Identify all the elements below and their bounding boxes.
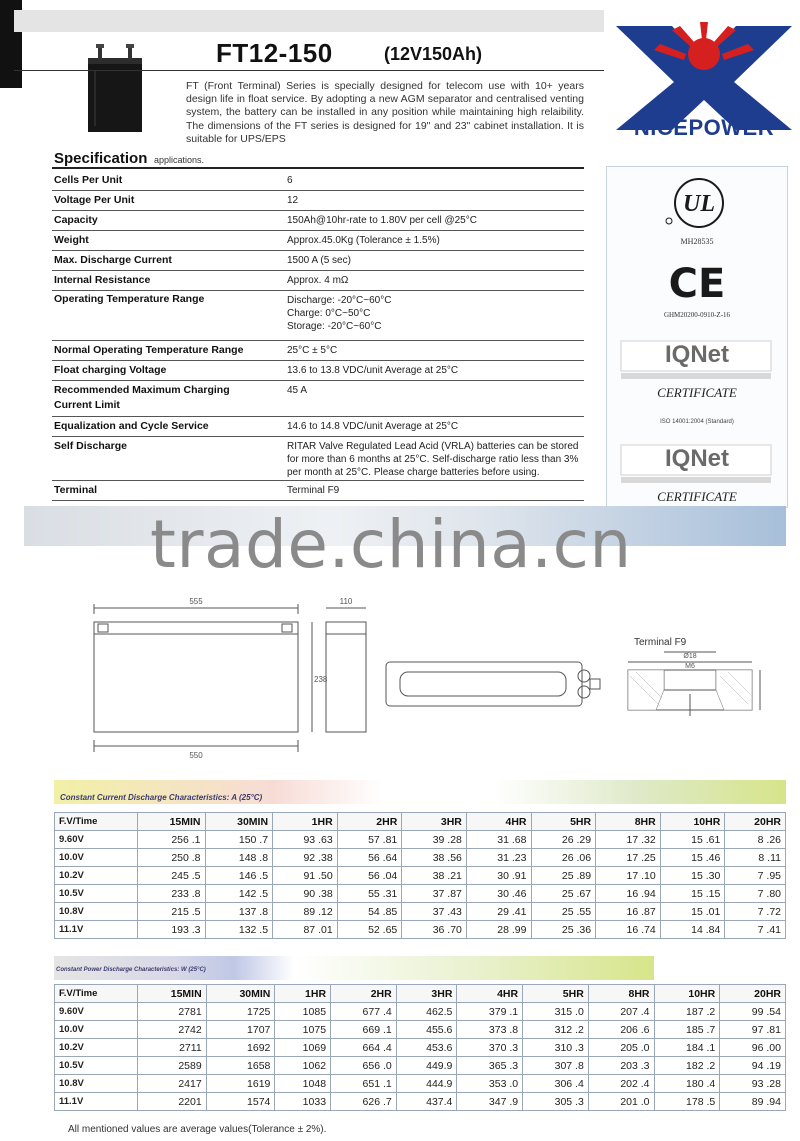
value-cell: 30 .91 bbox=[466, 867, 531, 885]
value-cell: 7 .72 bbox=[725, 903, 786, 921]
value-cell: 205 .0 bbox=[588, 1039, 654, 1057]
value-cell: 15 .01 bbox=[660, 903, 725, 921]
value-cell: 1085 bbox=[275, 1003, 331, 1021]
dim-width: 110 bbox=[339, 597, 353, 606]
spec-row bbox=[52, 230, 584, 251]
value-cell: 30 .46 bbox=[466, 885, 531, 903]
value-cell: 7 .41 bbox=[725, 921, 786, 939]
model-title: FT12-150 bbox=[216, 38, 333, 68]
value-cell: 16 .94 bbox=[596, 885, 661, 903]
value-cell: 2711 bbox=[138, 1039, 207, 1057]
spec-key: Capacity bbox=[54, 214, 98, 226]
value-cell: 39 .28 bbox=[402, 831, 467, 849]
spec-row bbox=[52, 380, 584, 417]
dim-inner-length: 550 bbox=[189, 751, 203, 760]
voltage-cell: 10.2V bbox=[55, 1039, 138, 1057]
header-cell: 3HR bbox=[402, 813, 467, 831]
value-cell: 656 .0 bbox=[331, 1057, 397, 1075]
voltage-cell: 10.5V bbox=[55, 885, 138, 903]
table-row bbox=[55, 849, 786, 867]
value-cell: 1707 bbox=[206, 1021, 275, 1039]
value-cell: 180 .4 bbox=[654, 1075, 720, 1093]
battery-product-image bbox=[84, 40, 146, 134]
spec-row bbox=[52, 340, 584, 361]
value-cell: 17 .25 bbox=[596, 849, 661, 867]
header-cell: F.V/Time bbox=[55, 985, 138, 1003]
voltage-cell: 9.60V bbox=[55, 831, 138, 849]
value-cell: 91 .50 bbox=[273, 867, 338, 885]
value-cell: 55 .31 bbox=[337, 885, 402, 903]
value-cell: 215 .5 bbox=[138, 903, 206, 921]
voltage-cell: 11.1V bbox=[55, 921, 138, 939]
value-cell: 462.5 bbox=[396, 1003, 457, 1021]
value-cell: 315 .0 bbox=[523, 1003, 589, 1021]
header-cell: 1HR bbox=[273, 813, 338, 831]
certificate-label-1: CERTIFICATE bbox=[657, 385, 737, 400]
spec-value: 25°C ± 5°C bbox=[287, 345, 338, 356]
value-cell: 15 .15 bbox=[660, 885, 725, 903]
value-cell: 142 .5 bbox=[205, 885, 273, 903]
dim-terminal-thread: M6 bbox=[685, 663, 695, 670]
voltage-cell: 10.2V bbox=[55, 867, 138, 885]
value-cell: 8 .26 bbox=[725, 831, 786, 849]
value-cell: 90 .38 bbox=[273, 885, 338, 903]
value-cell: 202 .4 bbox=[588, 1075, 654, 1093]
header-cell: 2HR bbox=[337, 813, 402, 831]
value-cell: 25 .89 bbox=[531, 867, 596, 885]
value-cell: 2417 bbox=[138, 1075, 207, 1093]
value-cell: 664 .4 bbox=[331, 1039, 397, 1057]
dim-terminal-dia: Ø18 bbox=[683, 653, 697, 660]
value-cell: 28 .99 bbox=[466, 921, 531, 939]
spec-key: Voltage Per Unit bbox=[54, 194, 135, 206]
spec-value: 6 bbox=[287, 175, 293, 186]
value-cell: 379 .1 bbox=[457, 1003, 523, 1021]
spec-row bbox=[52, 170, 584, 191]
header-cell: 15MIN bbox=[138, 985, 207, 1003]
value-cell: 347 .9 bbox=[457, 1093, 523, 1111]
header-cell: 5HR bbox=[523, 985, 589, 1003]
svg-text:UL: UL bbox=[683, 191, 715, 217]
spec-value: RITAR Valve Regulated Lead Acid (VRLA) batteries can be stored for more than 6 months at 25°C. Self-discharge ratio less than 3% per month at 25°C. Please charge batteries before using. bbox=[287, 441, 579, 478]
table-row bbox=[55, 903, 786, 921]
header-cell: 4HR bbox=[457, 985, 523, 1003]
table-row bbox=[55, 1021, 786, 1039]
voltage-cell: 10.0V bbox=[55, 849, 138, 867]
value-cell: 187 .2 bbox=[654, 1003, 720, 1021]
header-cell: 10HR bbox=[654, 985, 720, 1003]
value-cell: 89 .12 bbox=[273, 903, 338, 921]
voltage-cell: 10.5V bbox=[55, 1057, 138, 1075]
spec-value: 1500 A (5 sec) bbox=[287, 255, 351, 266]
voltage-cell: 9.60V bbox=[55, 1003, 138, 1021]
spec-value: 14.6 to 14.8 VDC/unit Average at 25°C bbox=[287, 421, 459, 432]
value-cell: 93 .63 bbox=[273, 831, 338, 849]
value-cell: 182 .2 bbox=[654, 1057, 720, 1075]
value-cell: 148 .8 bbox=[205, 849, 273, 867]
header-cell: 10HR bbox=[660, 813, 725, 831]
dim-length: 555 bbox=[189, 597, 203, 606]
header-cell: 30MIN bbox=[205, 813, 273, 831]
value-cell: 7 .95 bbox=[725, 867, 786, 885]
header-cell: 3HR bbox=[396, 985, 457, 1003]
value-cell: 2781 bbox=[138, 1003, 207, 1021]
spec-key: Internal Resistance bbox=[54, 274, 151, 286]
ul-code: MH28535 bbox=[680, 237, 714, 246]
spec-value: 13.6 to 13.8 VDC/unit Average at 25°C bbox=[287, 365, 459, 376]
terminal-label: Terminal F9 bbox=[634, 637, 687, 648]
value-cell: 1658 bbox=[206, 1057, 275, 1075]
table-header-row bbox=[55, 813, 786, 831]
value-cell: 1062 bbox=[275, 1057, 331, 1075]
value-cell: 26 .29 bbox=[531, 831, 596, 849]
table-row bbox=[55, 921, 786, 939]
spec-value: Terminal F9 bbox=[287, 485, 340, 496]
value-cell: 1048 bbox=[275, 1075, 331, 1093]
value-cell: 26 .06 bbox=[531, 849, 596, 867]
voltage-cell: 10.0V bbox=[55, 1021, 138, 1039]
table-row bbox=[55, 885, 786, 903]
spec-value: 12 bbox=[287, 195, 299, 206]
spec-value: 45 A bbox=[287, 385, 308, 396]
header-cell: 30MIN bbox=[206, 985, 275, 1003]
header-cell: 20HR bbox=[725, 813, 786, 831]
value-cell: 16 .87 bbox=[596, 903, 661, 921]
value-cell: 2742 bbox=[138, 1021, 207, 1039]
spec-row bbox=[52, 360, 584, 381]
value-cell: 29 .41 bbox=[466, 903, 531, 921]
table-row bbox=[55, 1003, 786, 1021]
value-cell: 17 .32 bbox=[596, 831, 661, 849]
value-cell: 14 .84 bbox=[660, 921, 725, 939]
spec-key: Cells Per Unit bbox=[54, 174, 123, 186]
spec-value: Approx. 4 mΩ bbox=[287, 275, 349, 286]
ce-code: GHM20200-0910-Z-16 bbox=[663, 311, 731, 319]
value-cell: 307 .8 bbox=[523, 1057, 589, 1075]
current-table-caption: Constant Current Discharge Characteristics: A (25°C) bbox=[60, 793, 263, 802]
value-cell: 31 .68 bbox=[466, 831, 531, 849]
spec-value: Discharge: -20°C~60°C Charge: 0°C~50°C Storage: -20°C~60°C bbox=[287, 295, 392, 332]
table-row bbox=[55, 1075, 786, 1093]
table-row bbox=[55, 1093, 786, 1111]
spec-key: Recommended Maximum Charging Current Limit bbox=[54, 384, 230, 411]
value-cell: 193 .3 bbox=[138, 921, 206, 939]
value-cell: 36 .70 bbox=[402, 921, 467, 939]
value-cell: 25 .55 bbox=[531, 903, 596, 921]
spec-key: Equalization and Cycle Service bbox=[54, 420, 209, 432]
value-cell: 250 .8 bbox=[138, 849, 206, 867]
value-cell: 92 .38 bbox=[273, 849, 338, 867]
value-cell: 1075 bbox=[275, 1021, 331, 1039]
value-cell: 365 .3 bbox=[457, 1057, 523, 1075]
header-cell: 2HR bbox=[331, 985, 397, 1003]
voltage-cell: 11.1V bbox=[55, 1093, 138, 1111]
value-cell: 2201 bbox=[138, 1093, 207, 1111]
value-cell: 310 .3 bbox=[523, 1039, 589, 1057]
value-cell: 31 .23 bbox=[466, 849, 531, 867]
intro-paragraph: FT (Front Terminal) Series is specially designed for telecom use with 10+ years design life in float service. By adopting a new AGM separator and centralised venting system, the battery can be installed in any position while maintaining high relaibility. The dimensions of the FT series is designed for 19" and 23" cabinet installation. It is suitable for UPS/EPS bbox=[186, 80, 584, 145]
value-cell: 15 .46 bbox=[660, 849, 725, 867]
value-cell: 54 .85 bbox=[337, 903, 402, 921]
watermark-text: trade.china.cn bbox=[150, 506, 632, 583]
iqnet-label-1: IQNet bbox=[664, 341, 729, 368]
table-header-row bbox=[55, 985, 786, 1003]
value-cell: 1069 bbox=[275, 1039, 331, 1057]
spec-key: Terminal bbox=[54, 484, 97, 496]
value-cell: 17 .10 bbox=[596, 867, 661, 885]
value-cell: 178 .5 bbox=[654, 1093, 720, 1111]
value-cell: 669 .1 bbox=[331, 1021, 397, 1039]
footnote: All mentioned values are average values(Tolerance ± 2%). bbox=[68, 1124, 327, 1135]
value-cell: 132 .5 bbox=[205, 921, 273, 939]
value-cell: 353 .0 bbox=[457, 1075, 523, 1093]
value-cell: 25 .36 bbox=[531, 921, 596, 939]
value-cell: 2589 bbox=[138, 1057, 207, 1075]
spec-rule bbox=[52, 167, 584, 169]
header-cell: 8HR bbox=[596, 813, 661, 831]
value-cell: 207 .4 bbox=[588, 1003, 654, 1021]
dimension-drawing bbox=[60, 586, 790, 766]
spec-key: Weight bbox=[54, 234, 89, 246]
voltage-cell: 10.8V bbox=[55, 903, 138, 921]
spec-title: Specification bbox=[54, 150, 148, 167]
table-row bbox=[55, 831, 786, 849]
value-cell: 37 .43 bbox=[402, 903, 467, 921]
value-cell: 87 .01 bbox=[273, 921, 338, 939]
current-discharge-table bbox=[54, 812, 786, 939]
value-cell: 93 .28 bbox=[720, 1075, 786, 1093]
voltage-cell: 10.8V bbox=[55, 1075, 138, 1093]
value-cell: 453.6 bbox=[396, 1039, 457, 1057]
value-cell: 626 .7 bbox=[331, 1093, 397, 1111]
value-cell: 8 .11 bbox=[725, 849, 786, 867]
spec-key: Self Discharge bbox=[54, 440, 127, 452]
table-row bbox=[55, 1057, 786, 1075]
value-cell: 56 .64 bbox=[337, 849, 402, 867]
value-cell: 185 .7 bbox=[654, 1021, 720, 1039]
table-row bbox=[55, 1039, 786, 1057]
value-cell: 57 .81 bbox=[337, 831, 402, 849]
value-cell: 1574 bbox=[206, 1093, 275, 1111]
value-cell: 206 .6 bbox=[588, 1021, 654, 1039]
ul-mark-icon bbox=[666, 179, 723, 227]
spec-row bbox=[52, 480, 584, 501]
value-cell: 37 .87 bbox=[402, 885, 467, 903]
value-cell: 56 .04 bbox=[337, 867, 402, 885]
model-rating: (12V150Ah) bbox=[384, 44, 483, 64]
header-cell: 15MIN bbox=[138, 813, 206, 831]
value-cell: 184 .1 bbox=[654, 1039, 720, 1057]
header-cell: F.V/Time bbox=[55, 813, 138, 831]
value-cell: 89 .94 bbox=[720, 1093, 786, 1111]
power-table-caption: Constant Power Discharge Characteristics: W (25°C) bbox=[56, 967, 206, 973]
spec-value: 150Ah@10hr-rate to 1.80V per cell @25°C bbox=[287, 215, 477, 226]
value-cell: 150 .7 bbox=[205, 831, 273, 849]
value-cell: 312 .2 bbox=[523, 1021, 589, 1039]
value-cell: 137 .8 bbox=[205, 903, 273, 921]
value-cell: 146 .5 bbox=[205, 867, 273, 885]
value-cell: 1692 bbox=[206, 1039, 275, 1057]
spec-key: Normal Operating Temperature Range bbox=[54, 344, 244, 356]
certificate-line-1: ISO 14001:2004 (Standard) bbox=[660, 419, 734, 425]
certificate-label-2: CERTIFICATE bbox=[657, 489, 737, 504]
ce-mark-icon bbox=[669, 261, 726, 307]
title-rule bbox=[14, 70, 604, 71]
header-cell: 8HR bbox=[588, 985, 654, 1003]
header-cell: 4HR bbox=[466, 813, 531, 831]
value-cell: 651 .1 bbox=[331, 1075, 397, 1093]
value-cell: 444.9 bbox=[396, 1075, 457, 1093]
value-cell: 38 .21 bbox=[402, 867, 467, 885]
spec-row bbox=[52, 210, 584, 231]
value-cell: 305 .3 bbox=[523, 1093, 589, 1111]
value-cell: 1725 bbox=[206, 1003, 275, 1021]
table-row bbox=[55, 867, 786, 885]
header-cell: 5HR bbox=[531, 813, 596, 831]
value-cell: 201 .0 bbox=[588, 1093, 654, 1111]
header-cell: 1HR bbox=[275, 985, 331, 1003]
spec-key: Max. Discharge Current bbox=[54, 254, 172, 266]
spec-row bbox=[52, 436, 584, 481]
certificates-panel bbox=[606, 166, 788, 508]
value-cell: 52 .65 bbox=[337, 921, 402, 939]
brand-name: NICEPOWER bbox=[633, 115, 775, 140]
value-cell: 370 .3 bbox=[457, 1039, 523, 1057]
value-cell: 306 .4 bbox=[523, 1075, 589, 1093]
dim-height: 238 bbox=[314, 675, 328, 684]
spec-row bbox=[52, 290, 584, 341]
value-cell: 38 .56 bbox=[402, 849, 467, 867]
spec-row bbox=[52, 416, 584, 437]
spec-key: Operating Temperature Range bbox=[54, 293, 205, 305]
value-cell: 203 .3 bbox=[588, 1057, 654, 1075]
value-cell: 25 .67 bbox=[531, 885, 596, 903]
value-cell: 437.4 bbox=[396, 1093, 457, 1111]
spec-value: Approx.45.0Kg (Tolerance ± 1.5%) bbox=[287, 235, 440, 246]
value-cell: 1619 bbox=[206, 1075, 275, 1093]
value-cell: 449.9 bbox=[396, 1057, 457, 1075]
spec-row bbox=[52, 250, 584, 271]
spec-subtitle: applications. bbox=[154, 155, 205, 165]
value-cell: 15 .30 bbox=[660, 867, 725, 885]
value-cell: 7 .80 bbox=[725, 885, 786, 903]
header-cell: 20HR bbox=[720, 985, 786, 1003]
svg-text:CE: CE bbox=[668, 261, 726, 307]
value-cell: 245 .5 bbox=[138, 867, 206, 885]
value-cell: 1033 bbox=[275, 1093, 331, 1111]
value-cell: 373 .8 bbox=[457, 1021, 523, 1039]
spec-row bbox=[52, 270, 584, 291]
value-cell: 94 .19 bbox=[720, 1057, 786, 1075]
header-band bbox=[14, 10, 604, 32]
value-cell: 677 .4 bbox=[331, 1003, 397, 1021]
value-cell: 99 .54 bbox=[720, 1003, 786, 1021]
value-cell: 233 .8 bbox=[138, 885, 206, 903]
value-cell: 97 .81 bbox=[720, 1021, 786, 1039]
value-cell: 256 .1 bbox=[138, 831, 206, 849]
iqnet-label-2: IQNet bbox=[664, 445, 729, 472]
spec-key: Float charging Voltage bbox=[54, 364, 167, 376]
value-cell: 15 .61 bbox=[660, 831, 725, 849]
spec-row bbox=[52, 190, 584, 211]
value-cell: 96 .00 bbox=[720, 1039, 786, 1057]
power-discharge-table bbox=[54, 984, 786, 1111]
value-cell: 16 .74 bbox=[596, 921, 661, 939]
value-cell: 455.6 bbox=[396, 1021, 457, 1039]
